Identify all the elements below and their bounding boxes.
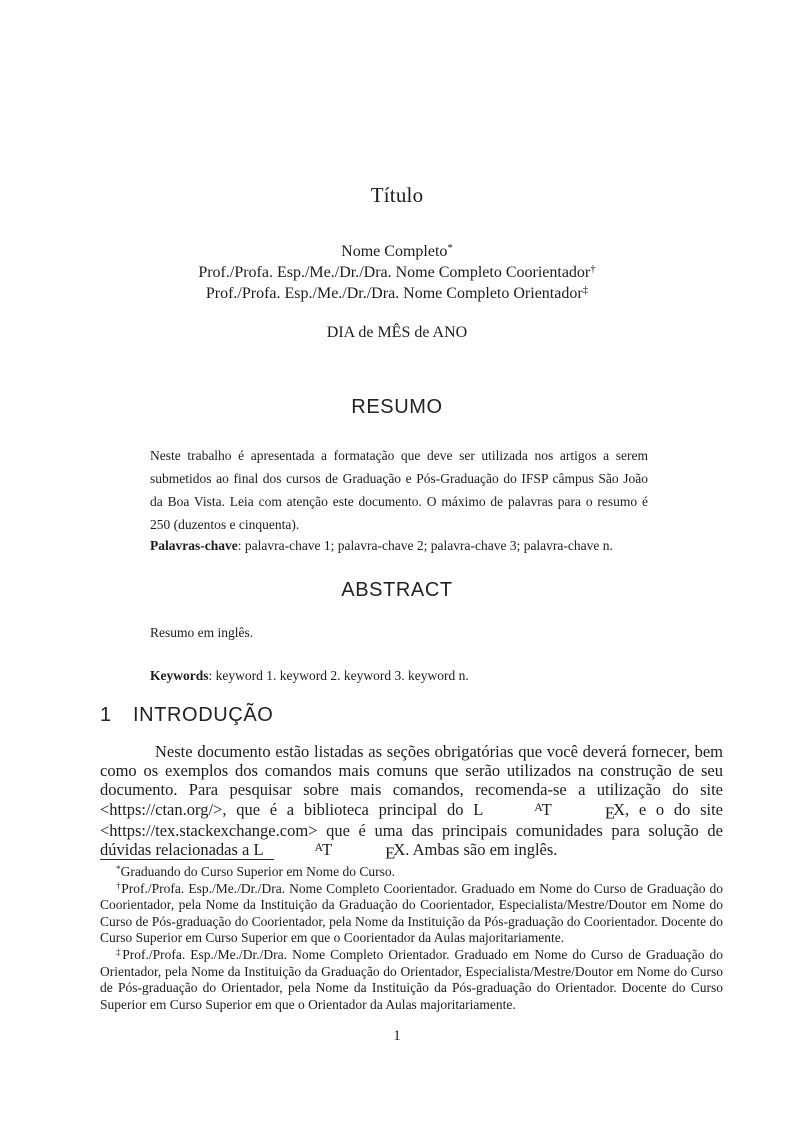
author-line [0, 241, 794, 262]
author-footnote-mark: * [447, 242, 453, 255]
keywords-line [150, 664, 648, 687]
footnote-text: Prof./Profa. Esp./Me./Dr./Dra. Nome Completo Orientador. Graduado em Nome do Curso de Graduação do Orientador, pela Nome da Instituição da Graduação do Orientador, Especialista/Mestre/Doutor em Nome do Curso de Pós-graduação do Orientador, pela Nome da Instituição da Pós-graduação do Orientador. Docente do Curso Superior em Curso Superior em que o Orientador da Aulas majoritariamente. [100, 946, 723, 1012]
introduction-paragraph: Neste documento estão listadas as seções obrigatórias que você deverá fornecer, bem como os exemplos dos comandos mais comuns que serão utilizados na construção de seu documento. Para pesquisar sobre mais comandos, recomenda-se a utilização do site <https://ctan.org/>, que é a biblioteca principal do L AT EX, e o do site <https://tex.stackexchange.com> que é uma das principais comunidades para solução de dúvidas relacionadas a L AT EX. Ambas são em inglês. [100, 742, 723, 863]
resumo-heading: RESUMO [351, 396, 443, 418]
resumo-text: Neste trabalho é apresentada a formatação que deve ser utilizada nos artigos a serem submetidos ao final dos cursos de Graduação e Pós-Graduação do IFSP câmpus São João da Boa Vista. Leia com atenção este documento. O máximo de palavras para o resumo é 250 (duzentos e cinquenta). [150, 448, 648, 532]
keywords-label: Keywords [150, 668, 209, 683]
latex-logo: L AT EX [473, 799, 625, 823]
date-line: DIA de MÊS de ANO [326, 324, 468, 341]
footnote [100, 864, 723, 881]
palavras-chave-values: : palavra-chave 1; palavra-chave 2; palavra-chave 3; palavra-chave n. [237, 538, 613, 553]
author-name: Nome Completo [341, 243, 448, 260]
section-1-heading [100, 704, 273, 727]
page-number: 1 [393, 1028, 401, 1044]
author-name: Prof./Profa. Esp./Me./Dr./Dra. Nome Completo Coorientador [198, 264, 591, 281]
author-line [0, 283, 794, 304]
footnote [100, 881, 723, 947]
footnote-rule [100, 859, 274, 860]
latex-logo: L AT EX [253, 840, 406, 863]
author-footnote-mark: ‡ [582, 284, 589, 297]
footnote-mark: † [116, 880, 122, 891]
author-name: Prof./Profa. Esp./Me./Dr./Dra. Nome Completo Orientador [205, 285, 583, 302]
footnote-block [100, 864, 723, 1013]
abstract-text: Resumo em inglês. [150, 625, 254, 640]
palavras-chave-label: Palavras-chave [150, 538, 238, 553]
palavras-chave-line [150, 534, 648, 557]
footnote-text: Graduando do Curso Superior em Nome do Curso. [120, 864, 396, 879]
author-block [0, 241, 794, 304]
author-line [0, 262, 794, 283]
footnote [100, 947, 723, 1013]
keywords-values: : keyword 1. keyword 2. keyword 3. keyword n. [208, 668, 469, 683]
footnote-mark: ‡ [116, 946, 123, 957]
author-footnote-mark: † [590, 263, 596, 276]
footnote-mark: * [116, 863, 121, 874]
section-title: INTRODUÇÃO [133, 704, 274, 726]
section-number: 1 [100, 704, 112, 726]
abstract-heading: ABSTRACT [341, 579, 453, 601]
page-title: Título [370, 183, 424, 207]
footnote-text: Prof./Profa. Esp./Me./Dr./Dra. Nome Completo Coorientador. Graduado em Nome do Curso de Graduação do Coorientador, pela Nome da Instituição da Graduação do Coorientador, Especialista/Mestre/Doutor em Nome do Curso de Pós-graduação do Coorientador, pela Nome da Instituição da Pós-graduação do Coorientador. Docente do Curso Superior em Curso Superior em que o Coorientador da Aulas majoritariamente. [100, 880, 724, 946]
